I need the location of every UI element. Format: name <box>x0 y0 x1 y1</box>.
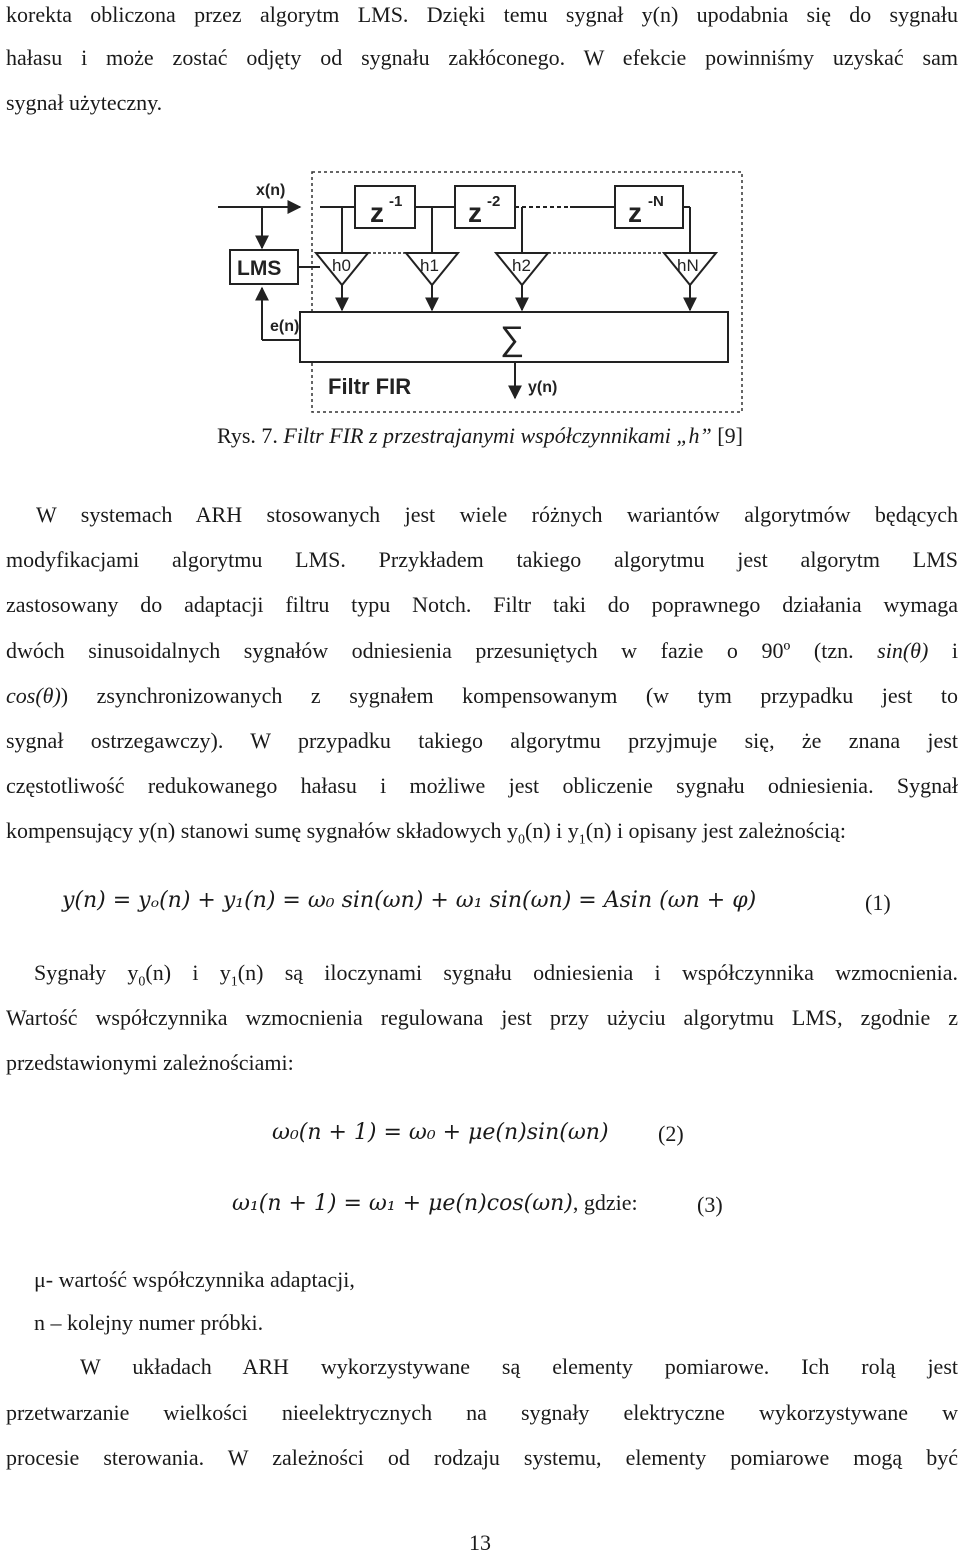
text-line: procesie sterowania. W zależności od rodzaju systemu, elementy pomiarowe mogą być <box>6 1445 958 1470</box>
svg-text:-N: -N <box>648 193 664 210</box>
text-line: μ- wartość współczynnika adaptacji, <box>34 1267 355 1292</box>
text-line: zastosowany do adaptacji filtru typu Notch. Filtr taki do poprawnego działania wymaga <box>6 592 958 617</box>
svg-text:h2: h2 <box>512 256 531 275</box>
text-line: W układach ARH wykorzystywane są elementy pomiarowe. Ich rolą jest <box>80 1354 958 1379</box>
svg-text:z: z <box>628 197 642 228</box>
svg-text:z: z <box>468 197 482 228</box>
error-label: e(n) <box>270 318 300 335</box>
equation-1: y(n) = yₒ(n) + y₁(n) = ω₀ sin(ωn) + ω₁ sin(ωn) = Asin (ωn + φ) <box>62 888 757 913</box>
fir-filter-diagram <box>0 0 960 420</box>
equation-2: ω₀(n + 1) = ω₀ + μe(n)sin(ωn) <box>272 1120 609 1145</box>
text-line: sygnał ostrzegawczy). W przypadku takiego algorytmu przyjmuje się, że znana jest <box>6 728 958 753</box>
filter-title: Filtr FIR <box>328 374 412 399</box>
equation-3: ω₁(n + 1) = ω₁ + μe(n)cos(ωn), gdzie: <box>232 1190 638 1216</box>
equation-number: (3) <box>697 1192 723 1217</box>
svg-text:hN: hN <box>677 256 699 275</box>
equation-number: (1) <box>865 890 891 915</box>
text-line: Sygnały $y_0(n)$ i $y_1(n)$ są iloczynami sygnału odniesienia i współczynnika wzmocnienia. <box>34 960 958 990</box>
delay-block-2 <box>455 186 515 228</box>
svg-text:-2: -2 <box>487 193 501 210</box>
text-line: dwóch sinusoidalnych sygnałów odniesienia przesuniętych w fazie o 90º (tzn. sin(θ) i <box>6 638 959 663</box>
text-line: korekta obliczona przez algorytm LMS. Dzięki temu sygnał y(n) upodabnia się do sygnału <box>6 2 958 27</box>
text-line: hałasu i może zostać odjęty od sygnału zakłóconego. W efekcie powinniśmy uzyskać sam <box>6 45 958 70</box>
text-line: częstotliwość redukowanego hałasu i możliwe jest obliczenie sygnału odniesienia. Sygnał <box>6 773 958 798</box>
text-line: cos(θ)) zsynchronizowanych z sygnałem kompensowanym (w tym przypadku jest to <box>6 683 958 708</box>
svg-text:h1: h1 <box>420 256 439 275</box>
text-line: W systemach ARH stosowanych jest wiele różnych wariantów algorytmów będących <box>36 502 958 527</box>
figure-caption: Rys. 7. Filtr FIR z przestrajanymi współczynnikami „h” [9] <box>217 423 743 448</box>
equation-number: (2) <box>658 1121 684 1146</box>
text-line: kompensujący y(n) stanowi sumę sygnałów składowych $y_0(n)$ i $y_1(n)$ i opisany jest zależnością: <box>6 818 847 848</box>
input-label: x(n) <box>256 182 286 199</box>
svg-text:h0: h0 <box>332 256 351 275</box>
sum-icon: ∑ <box>500 320 525 358</box>
lms-label: LMS <box>237 257 282 280</box>
text-line: n – kolejny numer próbki. <box>34 1310 264 1335</box>
text-line: przetwarzanie wielkości nieelektrycznych na sygnały elektryczne wykorzystywane w <box>6 1400 958 1425</box>
text-line: modyfikacjami algorytmu LMS. Przykładem takiego algorytmu jest algorytm LMS <box>6 547 958 572</box>
svg-text:-1: -1 <box>389 193 403 210</box>
text-line: Wartość współczynnika wzmocnienia regulowana jest przy użyciu algorytmu LMS, zgodnie z <box>6 1005 958 1030</box>
output-label: y(n) <box>528 379 558 396</box>
page-number: 13 <box>469 1530 491 1555</box>
delay-block-1 <box>355 186 415 228</box>
svg-text:z: z <box>370 197 384 228</box>
text-line: sygnał użyteczny. <box>6 90 163 115</box>
text-line: przedstawionymi zależnościami: <box>6 1050 294 1075</box>
